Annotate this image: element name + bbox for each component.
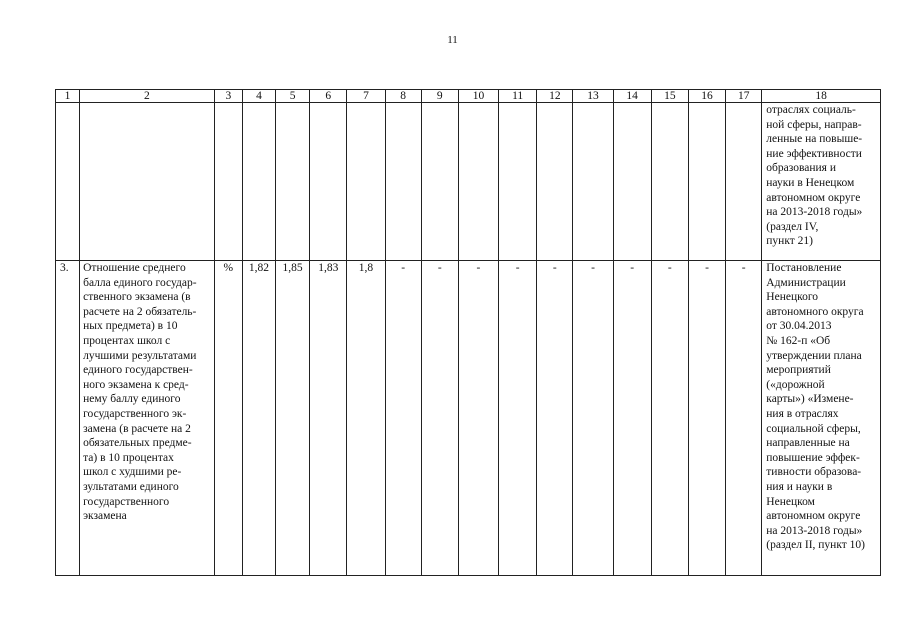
text-line: карты») «Измене-	[766, 393, 854, 406]
dash-cell: -	[385, 261, 421, 576]
text-line: государственного эк-	[83, 407, 187, 420]
text-line: (раздел IV,	[766, 220, 819, 233]
text-line: Постановление	[766, 262, 842, 274]
empty-cell	[613, 103, 651, 261]
text-line: автономного округа	[766, 305, 864, 318]
header-cell: 11	[499, 90, 537, 103]
header-cell: 7	[347, 90, 385, 103]
header-cell: 3	[214, 90, 242, 103]
text-line: замена (в расчете на 2	[83, 422, 191, 435]
dash-cell: -	[537, 261, 573, 576]
text-line: лучшими результатами	[83, 349, 197, 362]
dash-cell: -	[726, 261, 762, 576]
text-line: обязательных предме-	[83, 437, 192, 450]
table-row	[56, 261, 881, 576]
text-line: ние эффективности	[766, 147, 862, 160]
text-line: та) в 10 процентах	[83, 451, 174, 464]
text-line: нему баллу единого	[83, 393, 181, 406]
dash-cell: -	[458, 261, 498, 576]
text-line: экзамена	[83, 510, 127, 523]
page-number: 11	[447, 34, 458, 46]
text-line: Администрации	[766, 276, 846, 289]
dash-cell: -	[573, 261, 613, 576]
header-cell: 14	[613, 90, 651, 103]
table-row-continued	[56, 103, 881, 261]
empty-cell	[651, 103, 688, 261]
text-line: мероприятий	[766, 364, 831, 377]
text-line: балла единого государ-	[83, 276, 197, 289]
dash-cell: -	[499, 261, 537, 576]
text-line: № 162-п «Об	[766, 334, 831, 347]
text-line: на 2013-2018 годы»	[766, 206, 863, 219]
legal-basis-cell	[762, 261, 881, 576]
text-line: ленные на повыше-	[766, 133, 863, 146]
text-line: ных предмета) в 10	[83, 320, 178, 333]
empty-cell	[537, 103, 573, 261]
header-cell: 13	[573, 90, 613, 103]
text-line: автономном округе	[766, 191, 861, 204]
text-line: ния в отраслях	[766, 407, 839, 420]
dash-cell: -	[613, 261, 651, 576]
text-line: отраслях социаль-	[766, 104, 856, 116]
text-line: ственного экзамена (в	[83, 291, 191, 304]
header-cell: 17	[726, 90, 762, 103]
text-line: утверждении плана	[766, 349, 862, 362]
text-line: направленные на	[766, 437, 850, 450]
header-cell: 1	[56, 90, 80, 103]
header-cell: 16	[688, 90, 725, 103]
empty-cell	[347, 103, 385, 261]
empty-cell	[421, 103, 458, 261]
text-line: образования и	[766, 162, 836, 175]
text-line: единого государствен-	[83, 364, 193, 377]
text-line: науки в Ненецком	[766, 176, 855, 189]
dash-cell: -	[651, 261, 688, 576]
empty-cell	[214, 103, 242, 261]
empty-cell	[573, 103, 613, 261]
dash-cell: -	[421, 261, 458, 576]
text-line: от 30.04.2013	[766, 320, 832, 333]
empty-cell	[80, 103, 215, 261]
text-line: ния и науки в	[766, 480, 833, 493]
text-line: Ненецкого	[766, 291, 819, 304]
text-line: зультатами единого	[83, 480, 179, 493]
empty-cell	[499, 103, 537, 261]
text-line: процентах школ с	[83, 334, 171, 347]
empty-cell	[726, 103, 762, 261]
text-line: пункт 21)	[766, 235, 814, 248]
header-cell: 6	[310, 90, 347, 103]
text-line: (раздел II, пункт 10)	[766, 539, 866, 552]
text-line: на 2013-2018 годы»	[766, 524, 863, 537]
empty-cell	[242, 103, 275, 261]
empty-cell	[310, 103, 347, 261]
table-header-row	[56, 90, 881, 103]
text-line: ного экзамена к сред-	[83, 378, 189, 391]
text-line: социальной сферы,	[766, 422, 861, 435]
empty-cell	[458, 103, 498, 261]
value-cell: 1,8	[347, 261, 385, 576]
empty-cell	[56, 103, 80, 261]
text-line: автономном округе	[766, 510, 861, 523]
header-cell: 18	[762, 90, 881, 103]
empty-cell	[276, 103, 310, 261]
row-number: 3.	[56, 261, 80, 576]
text-line: расчете на 2 обязатель-	[83, 305, 197, 318]
value-cell: 1,83	[310, 261, 347, 576]
header-cell: 12	[537, 90, 573, 103]
value-cell: 1,82	[242, 261, 275, 576]
text-line: повышение эффек-	[766, 451, 860, 464]
indicator-table	[55, 89, 881, 576]
header-cell: 5	[276, 90, 310, 103]
empty-cell	[385, 103, 421, 261]
indicator-description	[80, 261, 215, 576]
text-line: ной сферы, направ-	[766, 118, 862, 131]
text-line: школ с худшими ре-	[83, 466, 182, 479]
text-line: Ненецком	[766, 495, 815, 508]
header-cell: 15	[651, 90, 688, 103]
text-line: («дорожной	[766, 378, 825, 391]
value-cell: 1,85	[276, 261, 310, 576]
text-line: тивности образова-	[766, 466, 862, 479]
text-line: государственного	[83, 495, 170, 508]
header-cell: 4	[242, 90, 275, 103]
header-cell: 9	[421, 90, 458, 103]
header-cell: 10	[458, 90, 498, 103]
header-cell: 8	[385, 90, 421, 103]
legal-basis-cell	[762, 103, 881, 261]
dash-cell: -	[688, 261, 725, 576]
empty-cell	[688, 103, 725, 261]
unit-cell: %	[214, 261, 242, 576]
text-line: Отношение среднего	[83, 262, 186, 274]
header-cell: 2	[80, 90, 215, 103]
